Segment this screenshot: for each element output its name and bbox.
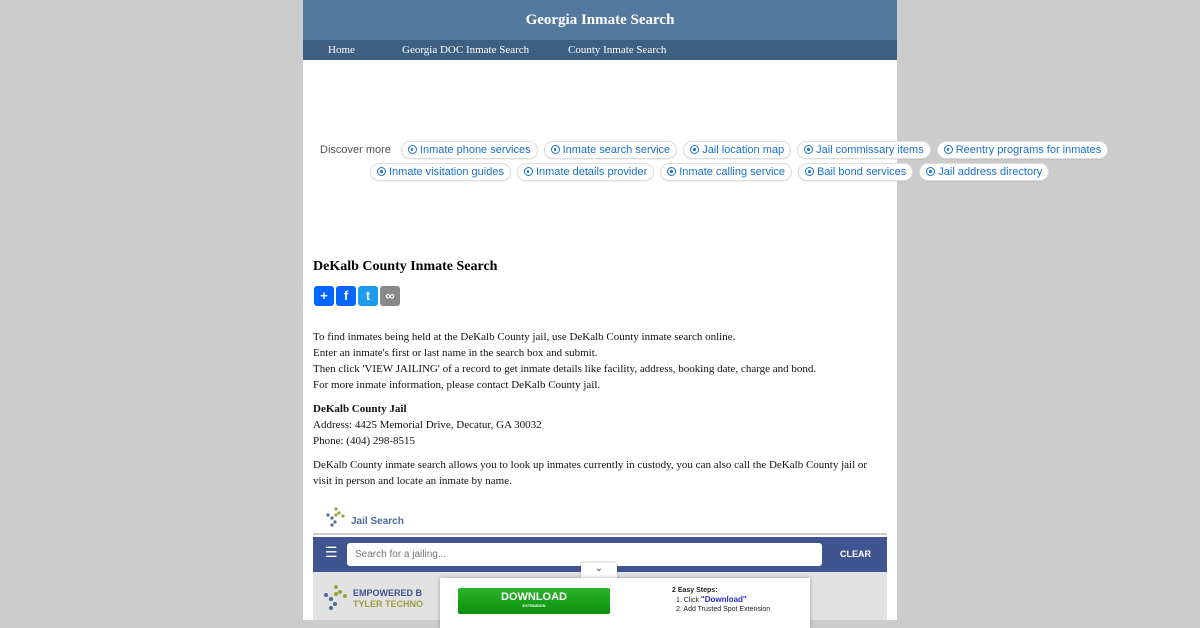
jail-address: Address: 4425 Memorial Drive, Decatur, GA 30032 <box>313 419 542 431</box>
tyler-logo-icon <box>325 506 347 528</box>
discover-chip[interactable] <box>401 141 538 159</box>
discover-chip[interactable] <box>370 163 511 181</box>
steps-title: 2 Easy Steps: <box>672 587 718 594</box>
divider <box>313 533 887 535</box>
chip-label: Jail location map <box>702 144 785 156</box>
chip-label: Inmate details provider <box>535 166 648 178</box>
chip-label: Jail address directory <box>938 166 1043 178</box>
discover-chip[interactable] <box>798 163 913 181</box>
empowered-line: TYLER TECHNO <box>353 599 424 609</box>
chip-icon <box>377 167 386 176</box>
widget-brand: Jail Search <box>351 516 404 527</box>
chip-icon <box>944 145 953 154</box>
share-buttons <box>314 286 400 306</box>
description: DeKalb County inmate search allows you to look up inmates currently in custody, you can also call the DeKalb County jail or visit in person and locate an inmate by name. <box>313 459 868 487</box>
ad-steps <box>672 586 770 614</box>
jail-info <box>313 401 888 449</box>
chip-icon <box>690 145 699 154</box>
site-title: Georgia Inmate Search <box>303 0 897 40</box>
intro-line: Enter an inmate's first or last name in the search box and submit. <box>313 347 598 359</box>
chip-icon <box>805 167 814 176</box>
nav-bar <box>303 40 897 60</box>
chip-icon <box>408 145 417 154</box>
clear-button[interactable]: CLEAR <box>840 549 871 559</box>
intro-text <box>313 329 888 393</box>
chip-label: Jail commissary items <box>816 144 924 156</box>
empowered-line: EMPOWERED B <box>353 588 423 598</box>
discover-chip[interactable] <box>544 141 678 159</box>
nav-georgia-doc[interactable]: Georgia DOC Inmate Search <box>402 44 530 56</box>
twitter-icon[interactable]: t <box>358 286 378 306</box>
discover-chip[interactable] <box>797 141 931 159</box>
chip-label: Inmate phone services <box>419 144 531 156</box>
tyler-logo-icon <box>323 584 349 610</box>
nav-home[interactable]: Home <box>328 44 355 56</box>
chip-label: Inmate calling service <box>679 166 786 178</box>
chip-icon <box>524 167 533 176</box>
discover-chip[interactable] <box>660 163 792 181</box>
chip-label: Inmate visitation guides <box>389 166 504 178</box>
intro-line: To find inmates being held at the DeKalb County jail, use DeKalb County inmate search online. <box>313 331 736 343</box>
intro-line: Then click 'VIEW JAILING' of a record to get inmate details like facility, address, booking date, charge and bond. <box>313 363 817 375</box>
page <box>303 0 897 620</box>
jail-name: DeKalb County Jail <box>313 403 407 415</box>
download-label: DOWNLOAD <box>501 591 567 603</box>
chip-icon <box>926 167 935 176</box>
discover-label: Discover more <box>320 144 391 156</box>
ad-banner <box>440 578 810 628</box>
chip-icon <box>667 167 676 176</box>
copy-link-icon[interactable]: ∞ <box>380 286 400 306</box>
discover-chip[interactable] <box>919 163 1049 181</box>
jail-phone: Phone: (404) 298-8515 <box>313 435 416 447</box>
nav-county[interactable]: County Inmate Search <box>568 44 667 56</box>
download-sub: EXTENSION <box>522 603 546 608</box>
chip-label: Reentry programs for inmates <box>955 144 1102 156</box>
discover-chip[interactable] <box>937 141 1109 159</box>
page-title: DeKalb County Inmate Search <box>313 259 498 274</box>
facebook-icon[interactable]: f <box>336 286 356 306</box>
step-1: 1. Click <box>676 597 701 604</box>
chip-icon <box>804 145 813 154</box>
discover-chip[interactable] <box>683 141 791 159</box>
discover-row-1 <box>320 141 1108 159</box>
chip-label: Bail bond services <box>817 166 907 178</box>
empowered-by <box>353 588 423 610</box>
step-2: 2. Add Trusted Spot Extension <box>676 606 771 613</box>
chip-label: Inmate search service <box>562 144 671 156</box>
chip-icon <box>551 145 560 154</box>
step-1-highlight: "Download" <box>700 595 747 604</box>
discover-chip[interactable] <box>517 163 654 181</box>
share-add-icon[interactable]: + <box>314 286 334 306</box>
discover-row-2 <box>370 163 1049 181</box>
download-button[interactable] <box>458 588 610 614</box>
chevron-down-icon: ⌄ <box>594 563 604 574</box>
intro-line: For more inmate information, please contact DeKalb County jail. <box>313 379 601 391</box>
menu-icon[interactable]: ☰ <box>325 546 338 561</box>
